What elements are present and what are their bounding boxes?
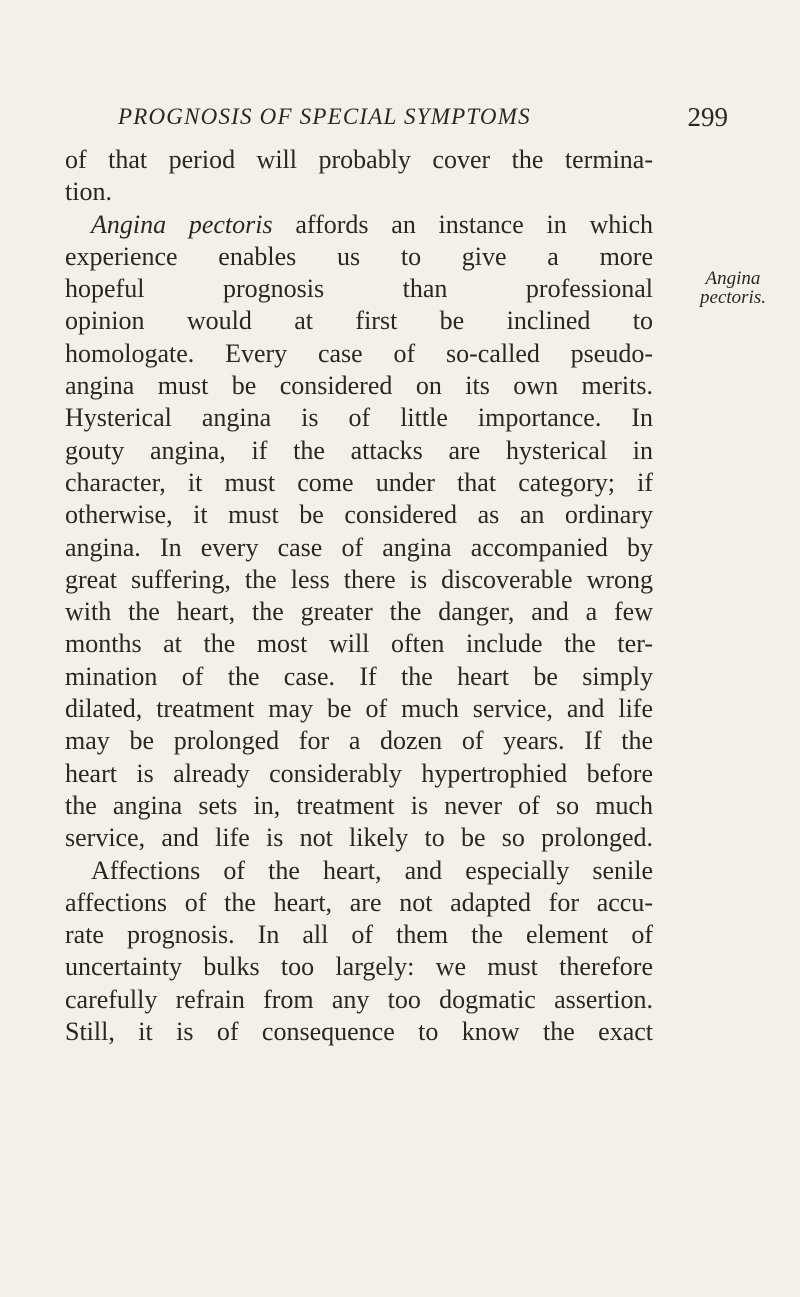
text-line: dilated, treatment may be of much service, and life bbox=[65, 694, 653, 724]
margin-note bbox=[698, 269, 768, 307]
text-line: with the heart, the greater the danger, and a few bbox=[65, 597, 653, 627]
text-line: hopeful prognosis than professional bbox=[65, 274, 653, 304]
text-line: gouty angina, if the attacks are hysterical in bbox=[65, 435, 653, 465]
text-line: Affections of the heart, and especially senile bbox=[91, 855, 653, 885]
text-line: homologate. Every case of so-called pseudo- bbox=[65, 338, 653, 368]
text-line: experience enables us to give a more bbox=[65, 241, 653, 271]
body-text bbox=[65, 144, 653, 1048]
text-line: service, and life is not likely to be so prolonged. bbox=[65, 823, 653, 853]
text-line: angina. In every case of angina accompanied by bbox=[65, 532, 653, 562]
running-head: PROGNOSIS OF SPECIAL SYMPTOMS bbox=[118, 104, 531, 129]
text-line: rate prognosis. In all of them the element of bbox=[65, 920, 653, 950]
text-line: opinion would at first be inclined to bbox=[65, 306, 653, 336]
text-line: uncertainty bulks too largely: we must therefore bbox=[65, 952, 653, 982]
text-line: carefully refrain from any too dogmatic assertion. bbox=[65, 984, 653, 1014]
text-line: angina must be considered on its own merits. bbox=[65, 371, 653, 401]
italic-term: Angina pectoris bbox=[91, 209, 273, 239]
text-line: affections of the heart, are not adapted for accu- bbox=[65, 887, 653, 917]
text-line: great suffering, the less there is discoverable wrong bbox=[65, 564, 653, 594]
text-line: the angina sets in, treatment is never of so much bbox=[65, 790, 653, 820]
text-line: character, it must come under that category; if bbox=[65, 467, 653, 497]
margin-note-line: Angina bbox=[705, 268, 761, 289]
text-line: of that period will probably cover the termina- bbox=[65, 145, 653, 174]
text-line: tion. bbox=[65, 177, 112, 207]
text-line: otherwise, it must be considered as an ordinary bbox=[65, 500, 653, 530]
page-number: 299 bbox=[687, 102, 728, 132]
text-line: Still, it is of consequence to know the exact bbox=[65, 1017, 653, 1047]
page-header bbox=[118, 104, 728, 144]
text-run: affords an instance in which bbox=[272, 209, 654, 239]
margin-note-line: pectoris. bbox=[700, 287, 766, 308]
text-line: may be prolonged for a dozen of years. If the bbox=[65, 726, 653, 756]
text-line: Hysterical angina is of little importance. In bbox=[65, 403, 653, 433]
text-line: mination of the case. If the heart be simply bbox=[65, 661, 653, 691]
text-line bbox=[65, 209, 653, 241]
text-line: heart is already considerably hypertrophied before bbox=[65, 758, 653, 788]
text-line: months at the most will often include the ter- bbox=[65, 629, 653, 659]
